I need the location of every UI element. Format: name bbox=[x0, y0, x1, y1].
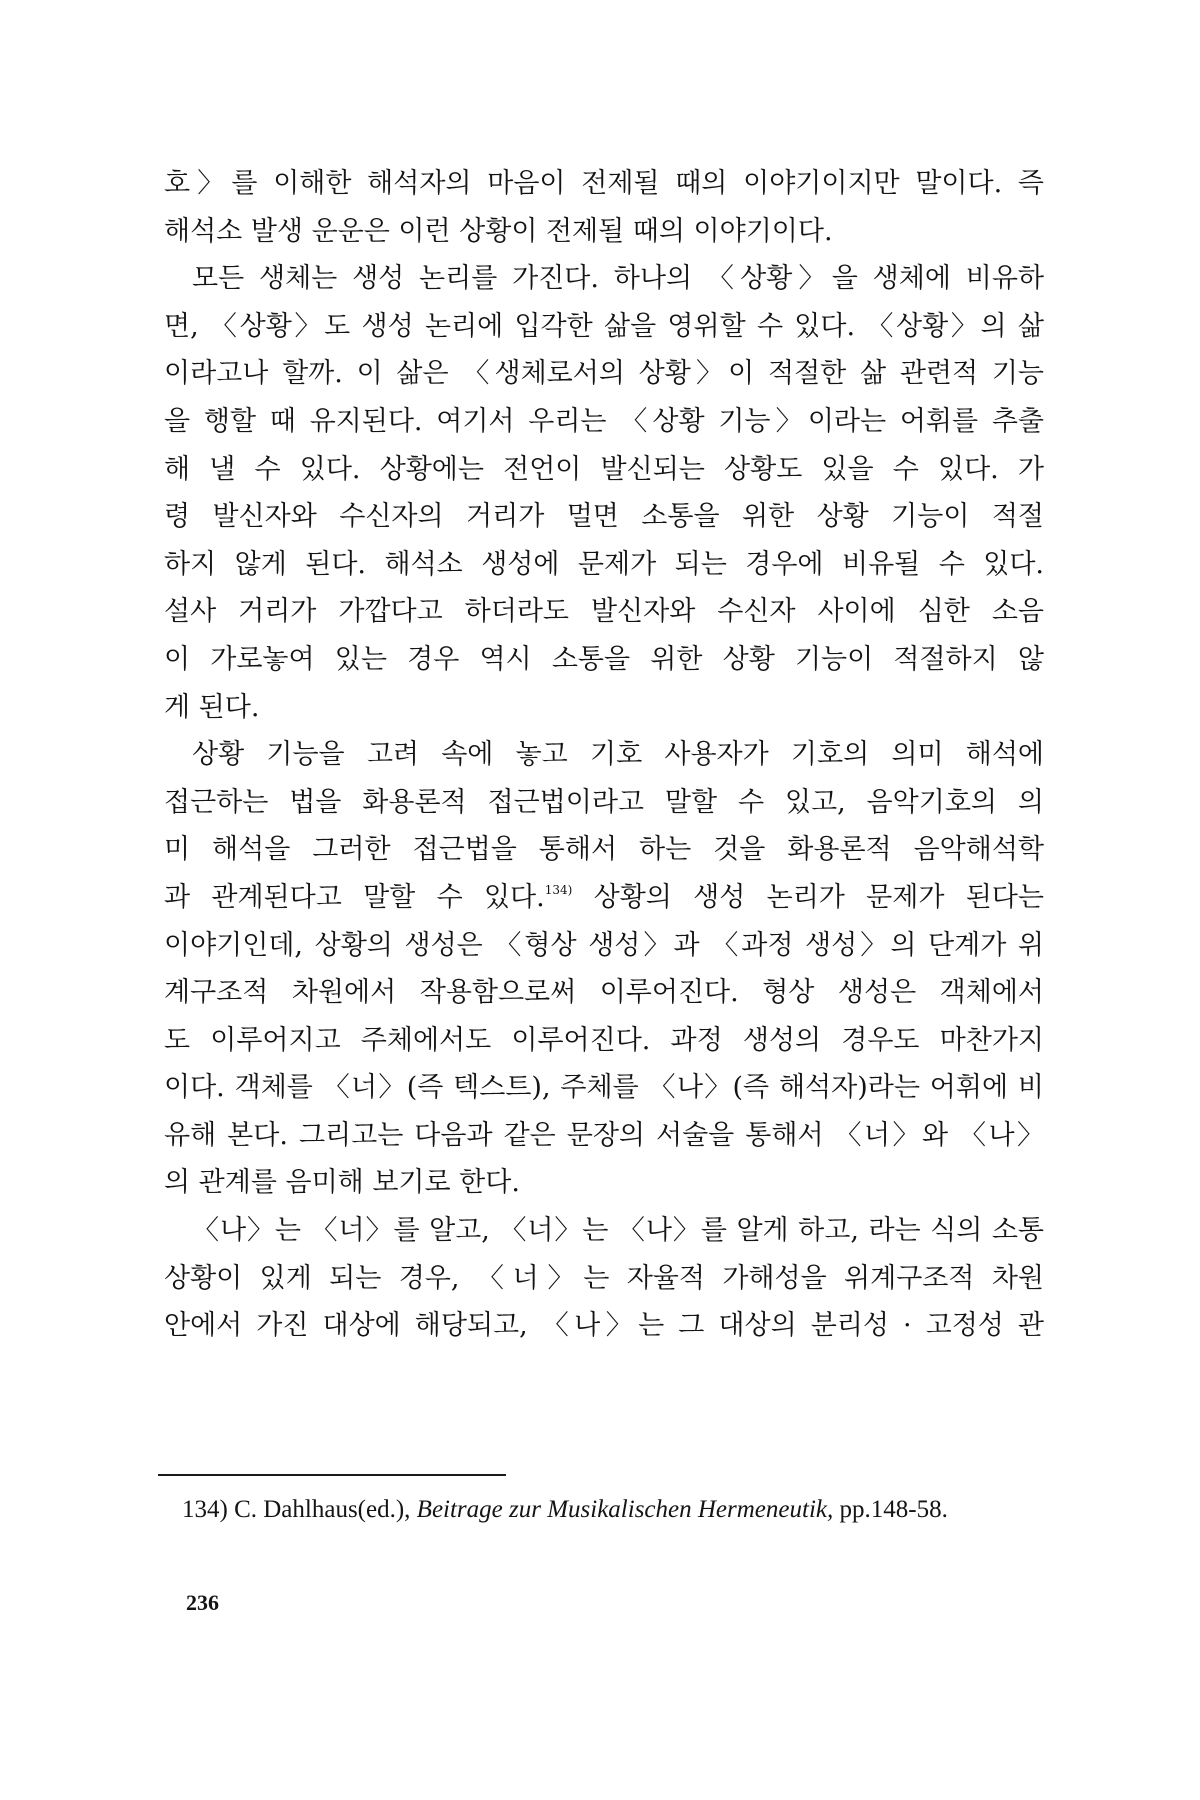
body-text bbox=[164, 160, 1044, 1350]
body-line: 게 된다. bbox=[164, 691, 260, 723]
body-line: 해석소 발생 운운은 이런 상황이 전제될 때의 이야기이다. bbox=[164, 215, 833, 247]
body-line: 면, 〈상황〉도 생성 논리에 입각한 삶을 영위할 수 있다. 〈상황〉의 삶 bbox=[164, 310, 1044, 342]
footnote bbox=[182, 1494, 1082, 1526]
footnote-pages: pp.148-58. bbox=[839, 1496, 948, 1523]
footnote-divider bbox=[158, 1474, 506, 1476]
page-number: 236 bbox=[186, 1590, 219, 1615]
body-line: 이야기인데, 상황의 생성은 〈형상 생성〉과 〈과정 생성〉의 단계가 위 bbox=[164, 929, 1044, 961]
footnote-author: C. Dahlhaus(ed.), bbox=[234, 1496, 411, 1523]
body-line: 령 발신자와 수신자의 거리가 멀면 소통을 위한 상황 기능이 적절 bbox=[164, 501, 1044, 533]
body-line: 계구조적 차원에서 작용함으로써 이루어진다. 형상 생성은 객체에서 bbox=[164, 977, 1044, 1009]
body-line-part: 상황의 생성 논리가 문제가 된다는 bbox=[593, 881, 1044, 913]
body-line: 상황 기능을 고려 속에 놓고 기호 사용자가 기호의 의미 해석에 bbox=[192, 739, 1044, 771]
footnote-reference[interactable]: 134) bbox=[544, 882, 573, 897]
body-line bbox=[164, 874, 1044, 922]
body-line: 이라고나 할까. 이 삶은 〈생체로서의 상황〉이 적절한 삶 관련적 기능 bbox=[164, 358, 1044, 390]
body-line: 해 낼 수 있다. 상황에는 전언이 발신되는 상황도 있을 수 있다. 가 bbox=[164, 453, 1044, 485]
footnote-number: 134) bbox=[182, 1496, 228, 1523]
body-line-part: 과 관계된다고 말할 수 있다. bbox=[164, 881, 545, 913]
footnote-title: Beitrage zur Musikalischen Hermeneutik, bbox=[416, 1496, 834, 1523]
body-line: 도 이루어지고 주체에서도 이루어진다. 과정 생성의 경우도 마찬가지 bbox=[164, 1024, 1044, 1056]
body-line: 의 관계를 음미해 보기로 한다. bbox=[164, 1167, 520, 1199]
body-line: 접근하는 법을 화용론적 접근법이라고 말할 수 있고, 음악기호의 의 bbox=[164, 786, 1044, 818]
body-line: 모든 생체는 생성 논리를 가진다. 하나의 〈상황〉을 생체에 비유하 bbox=[192, 263, 1044, 295]
body-line: 이 가로놓여 있는 경우 역시 소통을 위한 상황 기능이 적절하지 않 bbox=[164, 643, 1044, 675]
body-line: 이다. 객체를 〈너〉(즉 텍스트), 주체를 〈나〉(즉 해석자)라는 어휘에 비 bbox=[164, 1072, 1044, 1104]
body-line: 〈나〉는 〈너〉를 알고, 〈너〉는 〈나〉를 알게 하고, 라는 식의 소통 bbox=[192, 1215, 1044, 1247]
body-line: 설사 거리가 가깝다고 하더라도 발신자와 수신자 사이에 심한 소음 bbox=[164, 596, 1044, 628]
body-line: 호〉를 이해한 해석자의 마음이 전제될 때의 이야기이지만 말이다. 즉 bbox=[164, 168, 1044, 199]
body-line: 안에서 가진 대상에 해당되고, 〈나〉는 그 대상의 분리성 · 고정성 관 bbox=[164, 1310, 1044, 1342]
body-line: 유해 본다. 그리고는 다음과 같은 문장의 서술을 통해서 〈너〉와 〈나〉 bbox=[164, 1119, 1044, 1151]
body-line: 미 해석을 그러한 접근법을 통해서 하는 것을 화용론적 음악해석학 bbox=[164, 834, 1044, 866]
body-line: 하지 않게 된다. 해석소 생성에 문제가 되는 경우에 비유될 수 있다. bbox=[164, 548, 1044, 580]
body-line: 상황이 있게 되는 경우, 〈너〉는 자율적 가해성을 위계구조적 차원 bbox=[164, 1262, 1044, 1294]
body-line: 을 행할 때 유지된다. 여기서 우리는 〈상황 기능〉이라는 어휘를 추출 bbox=[164, 405, 1044, 437]
